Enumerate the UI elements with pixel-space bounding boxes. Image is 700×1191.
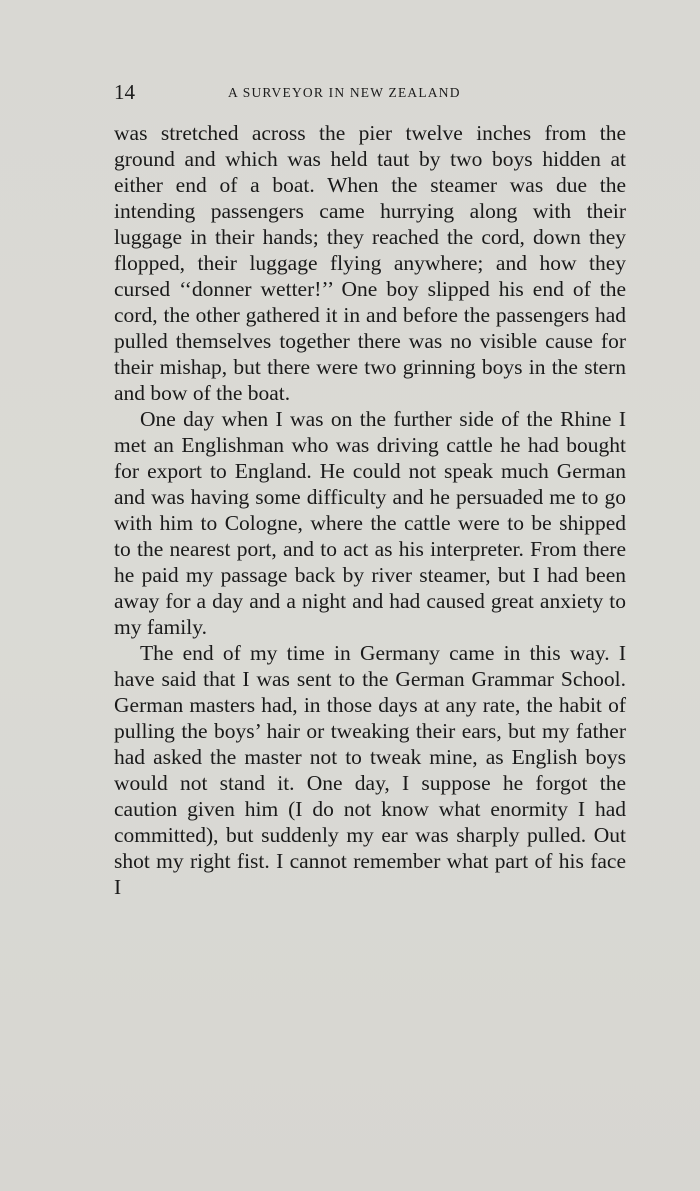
paragraph-2: One day when I was on the further side of the Rhine I met an Englishman who was driving cattle he had bought for export to England. He could not speak much German and was having some difficulty and he persuaded me to go with him to Cologne, where the cattle were to be shipped to the nearest port, and to act as his interpreter. From there he paid my passage back by river steamer, but I had been away for a day and a night and had caused great anxiety to my family. (114, 407, 626, 639)
body-text (114, 120, 626, 900)
paragraph-3: The end of my time in Germany came in this way. I have said that I was sent to the German Grammar School. German masters had, in those days at any rate, the habit of pulling the boys’ hair or tweaking their ears, but my father had asked the master not to tweak mine, as English boys would not stand it. One day, I suppose he forgot the caution given him (I do not know what enormity I had committed), but suddenly my ear was sharply pulled. Out shot my right fist. I cannot remember what part of his face I (114, 641, 626, 899)
paragraph-1: was stretched across the pier twelve inches from the ground and which was held taut by two boys hidden at either end of a boat. When the steamer was due the intending passengers came hurrying along with their luggage in their hands; they reached the cord, down they flopped, their luggage flying anywhere; and how they cursed ‘‘donner wetter!’’ One boy slipped his end of the cord, the other gathered it in and before the passengers had pulled themselves together there was no visible cause for their mishap, but there were two grinning boys in the stern and bow of the boat. (114, 121, 626, 405)
running-title: A SURVEYOR IN NEW ZEALAND (228, 85, 461, 100)
page-number: 14 (114, 80, 135, 104)
page-header (114, 80, 626, 108)
